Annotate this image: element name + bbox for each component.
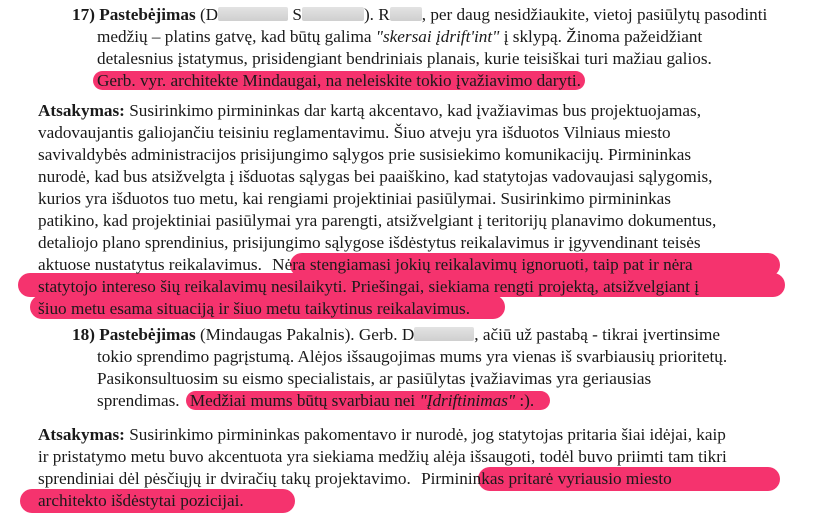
answer1-line8: aktuose nustatytus reikalavimus. Nėra stengiamasi jokių reikalavimų ignoruoti, taip pat ir nėra [38,255,693,274]
item17-line4 [97,70,581,92]
answer1-line2: vadovaujantis galiojančiu teisiniu reglamentavimu. Šiuo atveju yra išduotos Vilniaus miesto [38,123,671,142]
redaction-block [218,7,288,21]
answer1-line6: patikino, kad projektiniai pasiūlymai yra parengti, atsižvelgiant į teritorijų planavimo dokumentus, [38,211,717,230]
item18-label: Pastebėjimas [99,325,196,344]
answer1-line5: kurios yra išduotos tuo metu, kai rengiami projektiniai pasiūlymai. Susirinkimo pirmininkas [38,189,672,208]
item18-number: 18) [72,325,95,344]
answer1-line7: detaliojo plano sprendinius, prisijungimo sąlygose išdėstytus reikalavimus ir įgyvendinant teisės [38,233,701,252]
item18-line4: sprendimas. Medžiai mums būtų svarbiau nei "Įdriftinimas" :). [97,390,546,412]
redaction-block [414,327,474,341]
answer2-line2: ir pristatymo metu buvo akcentuota yra siekiama medžių alėja išsaugoti, todėl buvo priimti tam tikri [38,447,727,466]
answer2-line1: Atsakymas: Susirinkimo pirmininkas pakomentavo ir nurodė, jog statytojas pritaria šiai idėjai, kaip [38,425,726,444]
redaction-block [390,7,422,21]
answer1-line10: šiuo metu esama situaciją ir šiuo metu taikytinus reikalavimus. [38,299,470,318]
redaction-block [302,7,364,21]
answer2-label: Atsakymas: [38,425,125,444]
answer1-line4: nurodė, kad bus atsižvelgta į išduotas sąlygas bei paaiškino, kad statytojas vadovaujasi sąlygomis, [38,167,713,186]
answer2-line3: sprendiniai dėl pėsčiųjų ir dviračių takų projektavimo. Pirmininkas pritarė vyriausio miesto [38,469,672,488]
answer1-line9: statytojo intereso šių reikalavimų nesilaikyti. Priešingai, siekiama rengti projektą, atsižvelgiant į [38,277,700,296]
answer2-line4: architekto išdėstytai pozicijai. [38,491,244,510]
item18-line2: tokio sprendimo pagrįstumą. Alėjos išsaugojimas mums yra vienas iš svarbiausių prioritetų. [97,347,728,366]
highlighted-text: Pirmininkas pritarė vyriausio miesto [421,469,672,488]
highlight-mark: Gerb. vyr. architekte Mindaugai, na neleiskite tokio įvažiavimo daryti. [93,71,585,90]
item17-number: 17) [72,5,95,24]
quoted-term: "Įdriftinimas" [419,391,516,410]
item18-line1: 18) Pastebėjimas (Mindaugas Pakalnis). Gerb. D , ačiū už pastabą - tikrai įvertinsime [72,325,721,344]
item17-line1: 17) Pastebėjimas (D S ). R , per daug nesidžiaukite, vietoj pasiūlytų pasodinti [72,5,768,24]
item18-line3: Pasikonsultuosim su eismo specialistais, ar pasiūlytas įvažiavimas yra geriausias [97,369,652,388]
answer1-line1: Atsakymas: Susirinkimo pirmininkas dar kartą akcentavo, kad įvažiavimas bus projektuojamas, [38,101,702,120]
quoted-term: "skersai įdrift'int" [375,27,500,46]
highlighted-text: Nėra stengiamasi jokių reikalavimų ignoruoti, taip pat ir nėra [272,255,693,274]
item17-label: Pastebėjimas [99,5,196,24]
answer1-label: Atsakymas: [38,101,125,120]
answer1-line3: savivaldybės administracijos prisijungimo sąlygos prie susisiekimo komunikacijų. Pirmininkas [38,145,692,164]
item17-line2: medžių – platins gatvę, kad būtų galima "skersai įdrift'int" į sklypą. Žinoma pažeidžiant [97,27,703,46]
highlight-mark: Medžiai mums būtų svarbiau nei "Įdriftinimas" :). [186,391,550,410]
item17-line3: detalesnius įstatymus, prisidengiant bendriniais planais, kurie teisiškai turi mažiau galios. [97,49,712,68]
